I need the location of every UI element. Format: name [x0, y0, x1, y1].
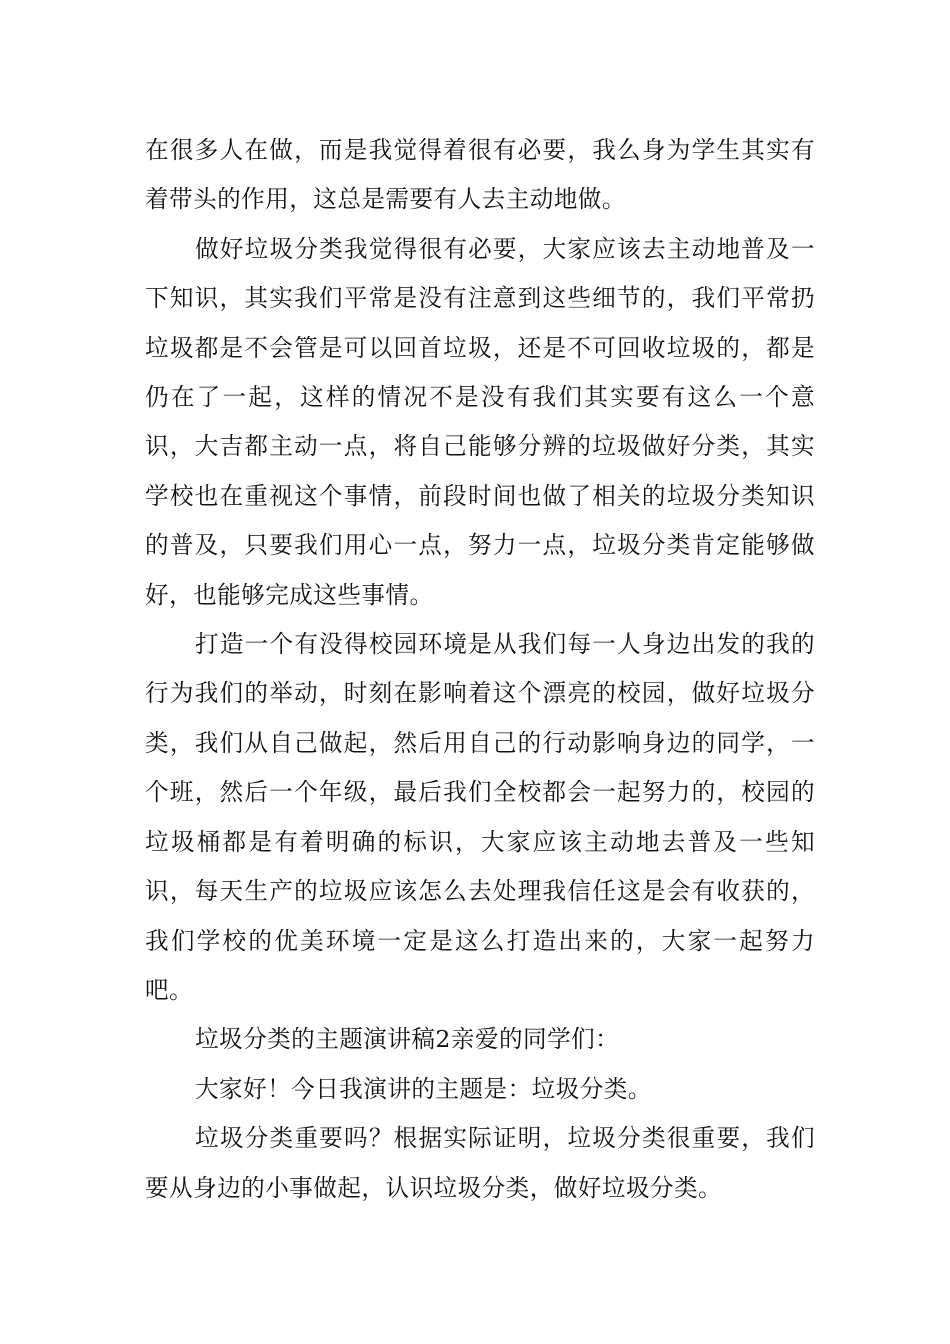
document-body — [145, 126, 815, 1213]
paragraph-continuation: 在很多人在做，而是我觉得着很有必要，我么身为学生其实有着带头的作用，这总是需要有人去主动地做。 — [145, 136, 815, 214]
paragraph-importance: 垃圾分类重要吗？根据实际证明，垃圾分类很重要，我们要从身边的小事做起，认识垃圾分类，做好垃圾分类。 — [145, 1124, 815, 1202]
paragraph-campus: 打造一个有没得校园环境是从我们每一人身边出发的我的行为我们的举动，时刻在影响着这个漂亮的校园，做好垃圾分类，我们从自己做起，然后用自己的行动影响身边的同学，一个班，然后一个年级，最后我们全校都会一起努力的，校园的垃圾桶都是有着明确的标识，大家应该主动地去普及一些知识，每天生产的垃圾应该怎么去处理我信任这是会有收获的，我们学校的优美环境一定是这么打造出来的，大家一起努力吧。 — [145, 630, 815, 1004]
paragraph-greeting: 大家好！今日我演讲的主题是：垃圾分类。 — [195, 1074, 652, 1103]
paragraph-necessity: 做好垃圾分类我觉得很有必要，大家应该去主动地普及一下知识，其实我们平常是没有注意到这些细节的，我们平常扔垃圾都是不会管是可以回首垃圾，还是不可回收垃圾的，都是仍在了一起，这样的情况不是没有我们其实要有这么一个意识，大吉都主动一点，将自己能够分辨的垃圾做好分类，其实学校也在重视这个事情，前段时间也做了相关的垃圾分类知识的普及，只要我们用心一点，努力一点，垃圾分类肯定能够做好，也能够完成这些事情。 — [145, 234, 815, 609]
speech-heading: 垃圾分类的主题演讲稿2亲爱的同学们： — [195, 1025, 620, 1054]
